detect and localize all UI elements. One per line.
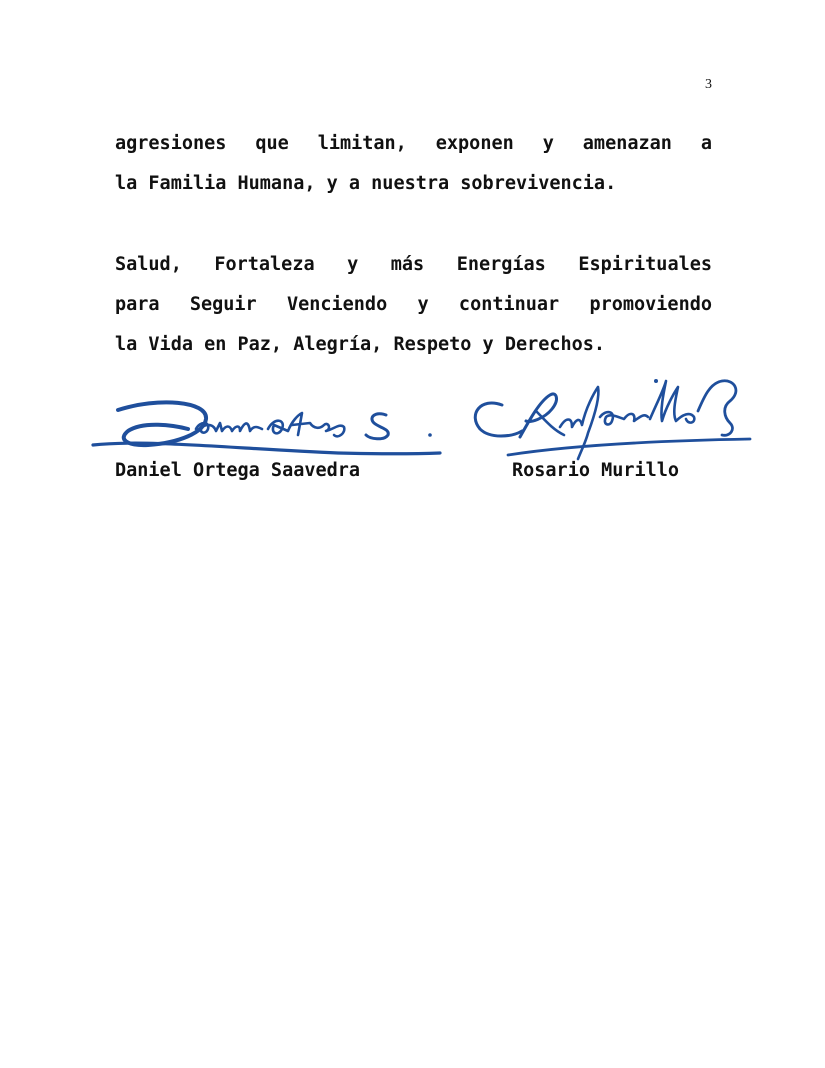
paragraph-line: para Seguir Venciendo y continuar promoviendo [115,294,712,315]
signer-name-murillo: Rosario Murillo [512,460,680,481]
paragraph-line: Salud, Fortaleza y más Energías Espirituales [115,254,712,275]
signer-name-ortega: Daniel Ortega Saavedra [115,460,361,481]
farewell-paragraph [115,245,712,365]
signature-murillo [460,367,760,467]
paragraph-line: la Vida en Paz, Alegría, Respeto y Derechos. [115,334,606,355]
paragraph-line: agresiones que limitan, exponen y amenazan a [115,133,712,154]
paragraph-line: la Familia Humana, y a nuestra sobrevivencia. [115,173,617,194]
signature-ortega [88,395,443,465]
page-number: 3 [705,77,712,92]
closing-paragraph [115,124,712,204]
